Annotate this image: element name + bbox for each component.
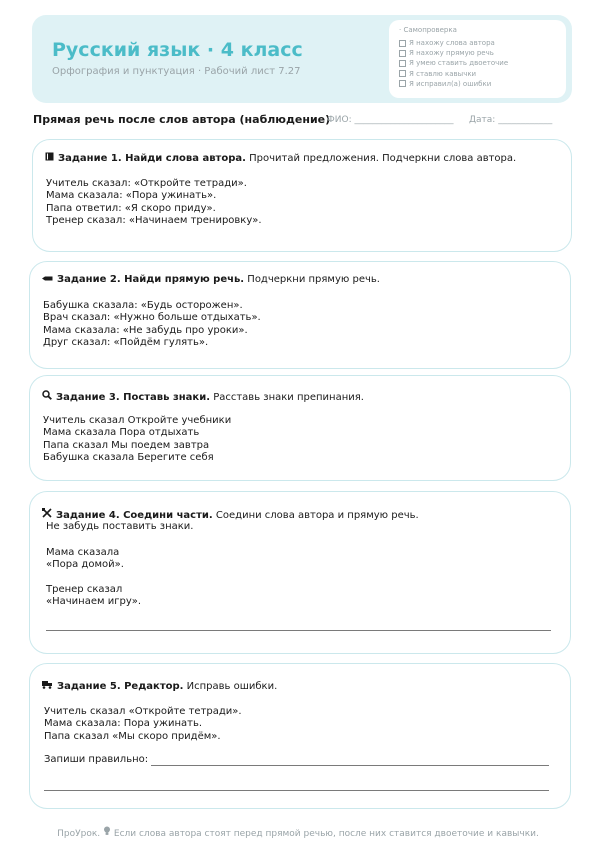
task-4-header	[42, 508, 419, 521]
task-4-title: Задание 4. Соедини части.	[56, 510, 213, 521]
page-subtitle: Орфография и пунктуация · Рабочий лист 7.27	[52, 66, 301, 77]
checkbox-icon[interactable]	[399, 50, 406, 57]
answer-line[interactable]	[44, 790, 549, 791]
task-4-card	[29, 491, 571, 654]
sentence[interactable]: Папа сказал Мы поедем завтра	[43, 439, 210, 451]
sentence[interactable]: Папа сказал «Мы скоро придём».	[44, 730, 221, 742]
magnifier-icon	[42, 390, 52, 403]
footer-brand: ПроУрок.	[57, 829, 101, 839]
book-icon	[45, 152, 54, 164]
task-1-instruction: Прочитай предложения. Подчеркни слова автора.	[249, 153, 517, 164]
topic-row	[33, 113, 563, 131]
checkbox-icon[interactable]	[399, 70, 406, 77]
task-3-header	[42, 390, 364, 403]
answer-line[interactable]	[46, 630, 551, 631]
date-field[interactable]: Дата: ____________	[469, 115, 553, 125]
task-2-header	[42, 274, 380, 285]
task-5-instruction: Исправь ошибки.	[186, 681, 278, 692]
pencil-icon	[42, 274, 53, 285]
worksheet-header	[32, 15, 572, 103]
task-1-header	[45, 152, 516, 164]
sentence[interactable]: Учитель сказал «Откройте тетради».	[44, 706, 242, 717]
footer	[0, 826, 596, 839]
answer-line[interactable]	[151, 765, 549, 766]
task-2-instruction: Подчеркни прямую речь.	[247, 274, 380, 285]
lesson-topic: Прямая речь после слов автора (наблюдение)	[33, 113, 331, 126]
spacer	[46, 572, 141, 584]
self-check-item[interactable]: Я нахожу прямую речь	[399, 48, 508, 58]
page-title: Русский язык · 4 класс	[52, 39, 303, 61]
sentence[interactable]: Друг сказал: «Пойдём гулять».	[43, 336, 209, 348]
self-check-item[interactable]: Я умею ставить двоеточие	[399, 58, 508, 68]
tools-icon	[42, 508, 52, 521]
self-check-item[interactable]: Я нахожу слова автора	[399, 38, 508, 48]
sentence[interactable]: Бабушка сказала Берегите себя	[43, 451, 214, 463]
sentence[interactable]: Учитель сказал Откройте учебники	[43, 415, 232, 426]
write-correctly-label: Запиши правильно:	[44, 754, 149, 765]
sentence[interactable]: Учитель сказал: «Откройте тетради».	[46, 178, 247, 189]
task-5-sentences	[44, 706, 242, 743]
sentence[interactable]: Мама сказала: Пора ужинать.	[44, 718, 203, 730]
sentence[interactable]: Мама сказала: «Пора ужинать».	[46, 190, 217, 202]
self-check-title: · Самопроверка	[399, 26, 457, 34]
task-4-instruction-extra: Не забудь поставить знаки.	[46, 521, 194, 532]
truck-icon	[42, 680, 53, 692]
task-4-instruction: Соедини слова автора и прямую речь.	[215, 510, 419, 521]
task-1-sentences	[46, 178, 262, 227]
task-3-title: Задание 3. Поставь знаки.	[56, 392, 210, 403]
author-words[interactable]: Тренер сказал	[46, 583, 123, 595]
checkbox-icon[interactable]	[399, 40, 406, 47]
task-1-title: Задание 1. Найди слова автора.	[58, 153, 246, 164]
footer-tip: Если слова автора стоят перед прямой речью, после них ставится двоеточие и кавычки.	[113, 829, 539, 839]
task-3-sentences	[43, 415, 231, 464]
sentence[interactable]: Мама сказала: «Не забудь про уроки».	[43, 324, 248, 336]
lightbulb-icon	[103, 829, 111, 839]
task-5-title: Задание 5. Редактор.	[57, 681, 184, 692]
sentence[interactable]: Врач сказал: «Нужно больше отдыхать».	[43, 312, 261, 324]
name-field[interactable]: ФИО: ______________________	[327, 115, 454, 125]
self-check-item[interactable]: Я исправил(а) ошибки	[399, 79, 508, 89]
direct-speech[interactable]: «Начинаем игру».	[46, 596, 142, 608]
task-3-instruction: Расставь знаки препинания.	[213, 392, 364, 403]
task-2-sentences	[43, 300, 261, 349]
direct-speech[interactable]: «Пора домой».	[46, 559, 124, 571]
task-2-title: Задание 2. Найди прямую речь.	[57, 274, 245, 285]
self-check-panel	[389, 20, 566, 98]
task-1-card	[32, 139, 572, 252]
task-2-card	[29, 261, 571, 369]
self-check-item[interactable]: Я ставлю кавычки	[399, 69, 508, 79]
sentence[interactable]: Папа ответил: «Я скоро приду».	[46, 202, 216, 214]
task-5-header	[42, 680, 277, 692]
checkbox-icon[interactable]	[399, 60, 406, 67]
sentence[interactable]: Мама сказала Пора отдыхать	[43, 427, 200, 439]
checkbox-icon[interactable]	[399, 80, 406, 87]
task-4-parts	[46, 547, 141, 608]
author-words[interactable]: Мама сказала	[46, 547, 120, 558]
sentence[interactable]: Тренер сказал: «Начинаем тренировку».	[46, 214, 262, 226]
sentence[interactable]: Бабушка сказала: «Будь осторожен».	[43, 300, 243, 311]
self-check-list	[399, 38, 508, 89]
task-5-card	[29, 663, 571, 809]
task-3-card	[29, 375, 571, 481]
